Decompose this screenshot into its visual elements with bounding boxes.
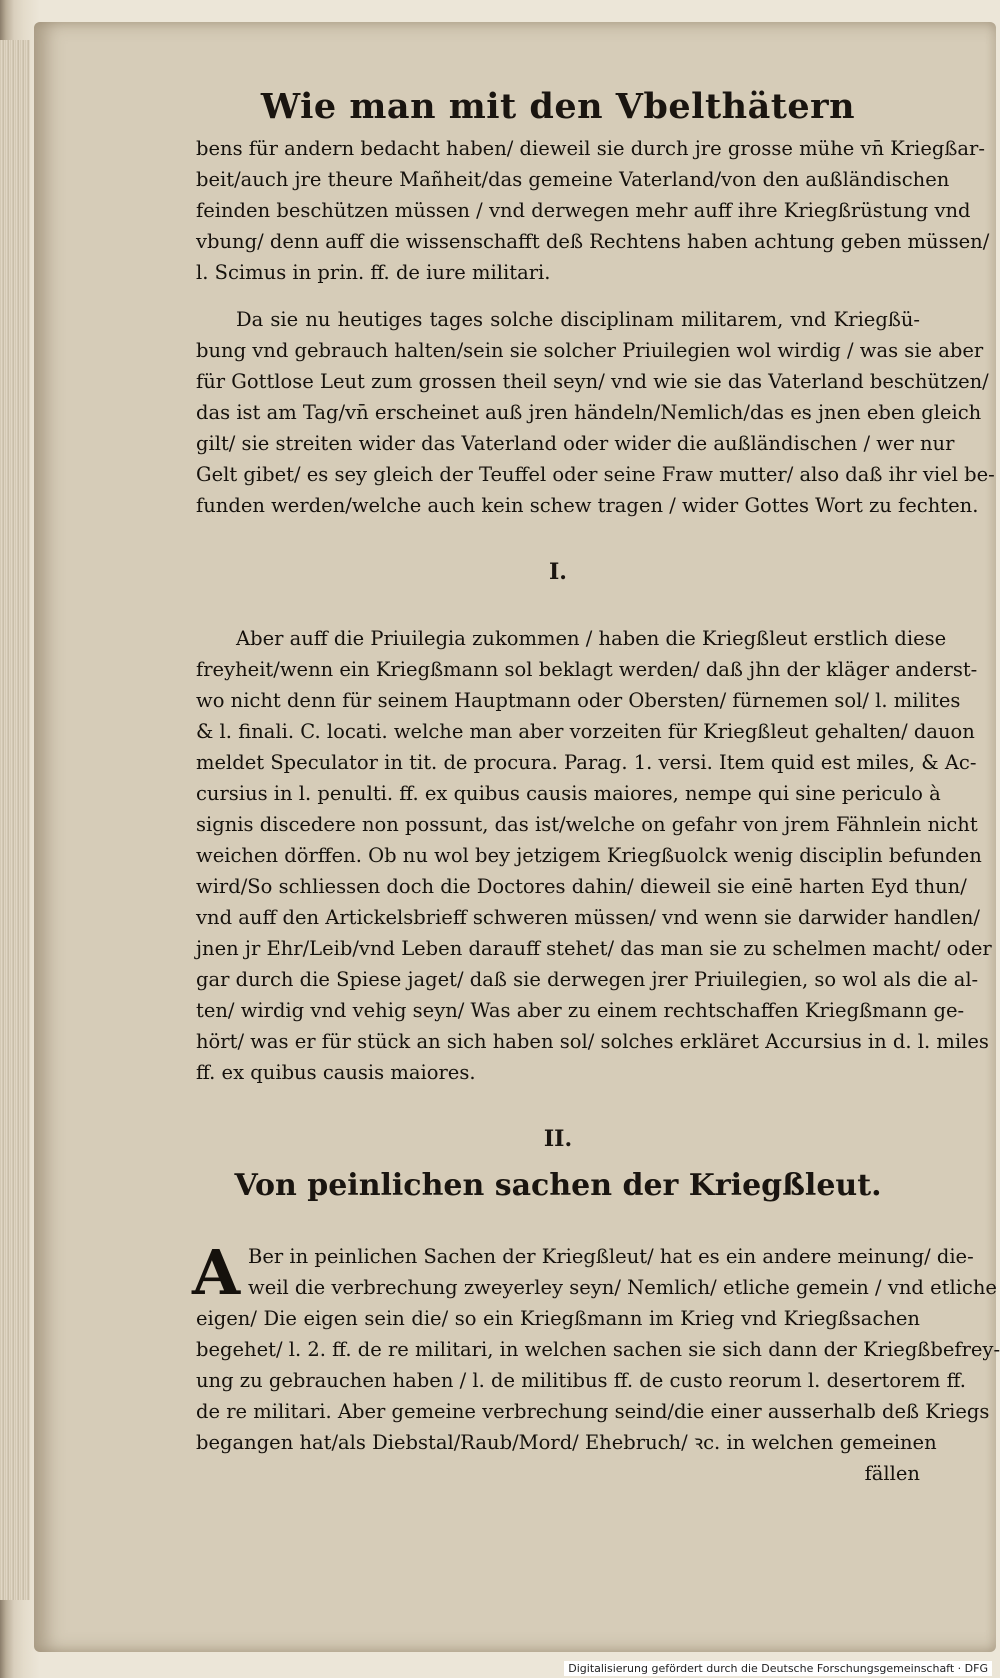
text-line: de re militari. Aber gemeine verbrechung seind/die einer ausserhalb deß Kriegs	[196, 1400, 990, 1423]
text-line: ung zu gebrauchen haben / l. de militibus ff. de custo reorum l. desertorem ff.	[196, 1369, 966, 1392]
catchword: fällen	[864, 1462, 920, 1485]
paragraph-2	[196, 304, 995, 521]
text-line: weichen dörffen. Ob nu wol bey jetzigem Kriegßuolck wenig disciplin befunden	[196, 844, 982, 867]
text-line: gilt/ sie streiten wider das Vaterland oder wider die außländischen / wer nur	[196, 432, 955, 455]
section-heading: Von peinlichen sachen der Kriegßleut.	[234, 1168, 882, 1203]
text-line: Gelt gibet/ es sey gleich der Teuffel oder seine Fraw mutter/ also daß ihr viel be-	[196, 463, 995, 486]
text-line: eigen/ Die eigen sein die/ so ein Kriegßmann im Krieg vnd Kriegßsachen	[196, 1307, 920, 1330]
text-line: & l. finali. C. locati. welche man aber vorzeiten für Kriegßleut gehalten/ dauon	[196, 720, 975, 743]
text-line: bung vnd gebrauch halten/sein sie solcher Priuilegien wol wirdig / was sie aber	[196, 339, 984, 362]
text-line: Da sie nu heutiges tages solche disciplinam militarem, vnd Kriegßü-	[236, 308, 920, 331]
text-line: hört/ was er für stück an sich haben sol/ solches erkläret Accursius in d. l. miles	[196, 1030, 989, 1053]
text-line: wird/So schliessen doch die Doctores dahin/ dieweil sie einē harten Eyd thun/	[196, 875, 967, 898]
page-content	[192, 86, 1000, 1489]
paragraph-1	[196, 133, 990, 288]
page-edge	[0, 40, 30, 1600]
text-line: begehet/ l. 2. ff. de re militari, in welchen sachen sie sich dann der Kriegßbefrey-	[196, 1338, 1000, 1361]
text-line: feinden beschützen müssen / vnd derwegen mehr auff ihre Kriegßrüstung vnd	[196, 199, 971, 222]
section-numeral-1: I.	[549, 559, 567, 585]
text-line: das ist am Tag/vn̄ erscheinet auß jren händeln/Nemlich/das es jnen eben gleich	[196, 401, 982, 424]
text-line: Ber in peinlichen Sachen der Kriegßleut/ hat es ein andere meinung/ die-	[248, 1245, 974, 1268]
text-line: weil die verbrechung zweyerley seyn/ Nemlich/ etliche gemein / vnd etliche	[248, 1276, 997, 1299]
text-line: für Gottlose Leut zum grossen theil seyn/ vnd wie sie das Vaterland beschützen/	[196, 370, 989, 393]
running-head: Wie man mit den Vbelthätern	[260, 86, 856, 127]
text-line: signis discedere non possunt, das ist/welche on gefahr von jrem Fähnlein nicht	[196, 813, 978, 836]
text-line: ff. ex quibus causis maiores.	[196, 1061, 476, 1084]
text-line: freyheit/wenn ein Kriegßmann sol beklagt werden/ daß jhn der kläger anderst-	[196, 658, 978, 681]
paragraph-4	[196, 1241, 1000, 1458]
text-line: funden werden/welche auch kein schew tragen / wider Gottes Wort zu fechten.	[196, 494, 979, 517]
text-line: l. Scimus in prin. ff. de iure militari.	[196, 261, 551, 284]
text-line: wo nicht denn für seinem Hauptmann oder Obersten/ fürnemen sol/ l. milites	[196, 689, 961, 712]
text-line: gar durch die Spiese jaget/ daß sie derwegen jrer Priuilegien, so wol als die al-	[196, 968, 979, 991]
text-line: cursius in l. penulti. ff. ex quibus causis maiores, nempe qui sine periculo à	[196, 782, 941, 805]
text-line: vnd auff den Artickelsbrieff schweren müssen/ vnd wenn sie darwider handlen/	[196, 906, 980, 929]
text-line: Aber auff die Priuilegia zukommen / haben die Kriegßleut erstlich diese	[236, 627, 947, 650]
text-line: beit/auch jre theure Mañheit/das gemeine Vaterland/von den außländischen	[196, 168, 950, 191]
drop-cap: A	[192, 1236, 241, 1309]
digitization-footer: Digitalisierung gefördert durch die Deutsche Forschungsgemeinschaft · DFG	[564, 1661, 992, 1676]
text-line: meldet Speculator in tit. de procura. Parag. 1. versi. Item quid est miles, & Ac-	[196, 751, 977, 774]
text-line: begangen hat/als Diebstal/Raub/Mord/ Ehebruch/ ꝛc. in welchen gemeinen	[196, 1431, 937, 1454]
text-line: ten/ wirdig vnd vehig seyn/ Was aber zu einem rechtschaffen Kriegßmann ge-	[196, 999, 965, 1022]
paragraph-4-block	[192, 1236, 1000, 1458]
text-line: vbung/ denn auff die wissenschafft deß Rechtens haben achtung geben müssen/	[196, 230, 990, 253]
paragraph-3	[196, 623, 992, 1088]
text-line: jnen jr Ehr/Leib/vnd Leben darauff stehet/ das man sie zu schelmen macht/ oder	[196, 937, 992, 960]
text-line: bens für andern bedacht haben/ dieweil sie durch jre grosse mühe vn̄ Kriegßar-	[196, 137, 985, 160]
section-numeral-2: II.	[543, 1126, 573, 1152]
